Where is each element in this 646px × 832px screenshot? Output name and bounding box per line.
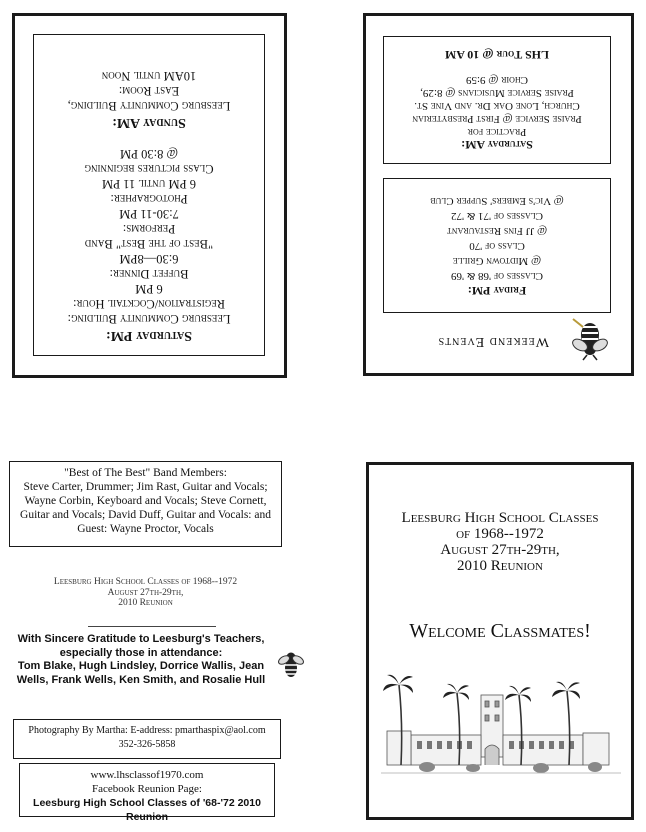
saturday-am-heading: Saturday AM: xyxy=(461,138,533,152)
bee-mascot-icon xyxy=(567,315,613,361)
lhs-tour-line: LHS Tour @ 10 AM xyxy=(444,48,550,62)
gratitude-line2: especially those in attendance: xyxy=(59,646,223,659)
band-members-box xyxy=(9,461,282,547)
saturday-am-lines xyxy=(384,73,610,138)
saturday-pm-line: 6:30—8PM xyxy=(119,252,179,266)
saturday-pm-line: Registration/Cocktail Hour: xyxy=(72,297,226,311)
sunday-am-line: Leesburg Community Building, xyxy=(67,99,231,113)
cover-panel xyxy=(366,462,634,820)
saturday-am-line: Praise Service @ First Presbyterian xyxy=(412,113,582,125)
saturday-pm-lines xyxy=(34,146,264,326)
cover-heading xyxy=(369,510,631,574)
reunion-small-line3: 2010 Reunion xyxy=(118,598,173,608)
divider-line xyxy=(88,626,216,627)
friday-line: Class of '70 xyxy=(469,240,525,252)
weekend-events-title: Weekend Events xyxy=(437,334,549,349)
saturday-pm-line: "Best of the Best" Band xyxy=(84,237,214,251)
saturday-pm-line: 7:30-11 PM xyxy=(119,207,179,221)
saturday-am-line: Church, Lone Oak Dr. and Vine St. xyxy=(414,100,580,112)
weekend-events-rotated xyxy=(366,16,631,373)
cover-line3: August 27th-29th, xyxy=(440,542,560,558)
cover-line2: of 1968--1972 xyxy=(456,526,544,542)
photography-box xyxy=(13,719,281,759)
cover-line4: 2010 Reunion xyxy=(457,558,543,574)
saturday-pm-line: Performs: xyxy=(122,222,176,236)
reunion-small-line2: August 27th-29th, xyxy=(107,587,184,598)
sunday-am-line: 10AM until Noon xyxy=(101,69,197,83)
schedule-panel-saturday xyxy=(12,13,287,378)
saturday-pm-line: Leesburg Community Building: xyxy=(67,312,231,326)
teacher-names: Tom Blake, Hugh Lindsley, Dorrice Wallis, Jean Wells, Frank Wells, Ken Smith, and Rosalie Hull xyxy=(16,660,266,686)
friday-lines xyxy=(384,193,610,283)
reunion-info-small xyxy=(9,577,282,609)
saturday-am-box xyxy=(383,36,611,164)
facebook-label: Facebook Reunion Page: xyxy=(92,783,202,795)
saturday-pm-line: 6 PM until 11 PM xyxy=(102,177,196,191)
friday-line: @ JJ Fins Restaurant xyxy=(446,225,548,237)
schedule-box xyxy=(33,34,265,356)
saturday-am-line: Practice for xyxy=(467,126,527,138)
saturday-pm-line: Buffet Dinner: xyxy=(109,267,189,281)
reunion-small-line1: Leesburg High School Classes of 1968--1972 xyxy=(53,577,238,587)
schedule-content-rotated xyxy=(34,35,264,355)
cover-line1: Leesburg High School Classes xyxy=(401,510,599,526)
bee-mascot-icon xyxy=(276,648,306,682)
weekend-title-row xyxy=(379,317,619,361)
weekend-events-panel xyxy=(363,13,634,376)
website-url: www.lhsclassof1970.com xyxy=(90,769,204,781)
saturday-pm-heading: Saturday PM: xyxy=(105,328,193,343)
friday-line: Classes of '68 & '69 xyxy=(451,270,543,282)
sunday-am-heading: Sunday AM: xyxy=(112,115,186,130)
sunday-am-line: East Room: xyxy=(118,84,180,98)
saturday-pm-line: Photographer: xyxy=(110,192,188,206)
friday-box xyxy=(383,178,611,313)
band-members-text: Steve Carter, Drummer; Jim Rast, Guitar and Vocals; Wayne Corbin, Keyboard and Vocals; Steve Cornett, Guitar and Vocals; David Duff, Guitar and Vocals: and Guest: Wayne Proctor, Vocals xyxy=(20,481,271,535)
saturday-pm-line: Class pictures beginning xyxy=(84,162,214,176)
saturday-pm-line: 6 PM xyxy=(135,282,163,296)
gratitude-block xyxy=(12,633,270,687)
friday-line: @ Vic's Embers' Supper Club xyxy=(430,195,564,207)
friday-line: @ Midtown Grille xyxy=(452,255,542,267)
welcome-title: Welcome Classmates! xyxy=(409,620,591,642)
friday-heading: Friday PM: xyxy=(467,284,527,298)
gratitude-line1: With Sincere Gratitude to Leesburg's Teachers, xyxy=(17,633,265,645)
website-box xyxy=(19,763,275,823)
facebook-group-name: Leesburg High School Classes of '68-'72 2010 Reunion xyxy=(33,797,261,823)
saturday-am-line: Praise Service Musicians @ 8:29, xyxy=(420,87,574,99)
friday-line: Classes of '71 & '72 xyxy=(451,210,543,222)
school-building-illustration xyxy=(381,673,621,783)
saturday-pm-line: @ 8:30 PM xyxy=(119,147,179,161)
photography-phone: 352-326-5858 xyxy=(118,739,176,750)
photography-line1: Photography By Martha: E-address: pmarthaspix@aol.com xyxy=(28,725,266,736)
sunday-am-lines xyxy=(34,68,264,113)
saturday-am-line: Choir @ 9:59 xyxy=(465,74,529,86)
band-title: "Best of The Best" Band Members: xyxy=(64,467,227,479)
